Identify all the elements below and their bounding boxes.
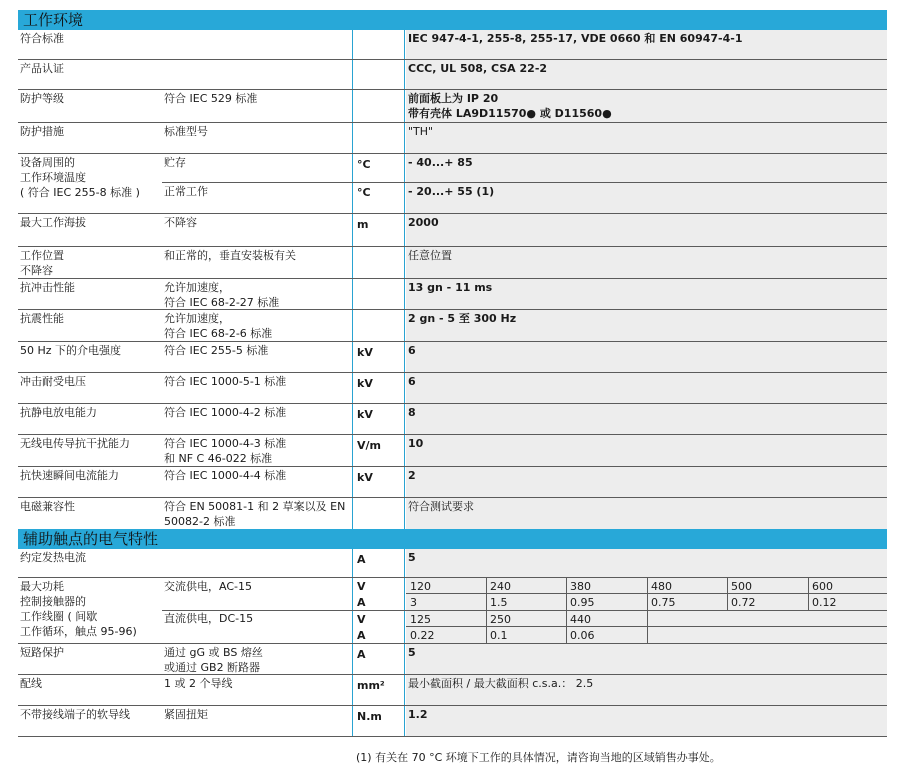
row-unit: °C bbox=[357, 158, 371, 171]
table-row bbox=[18, 549, 887, 578]
dc-current-row bbox=[406, 627, 887, 643]
row-label: 防护措施 bbox=[20, 125, 64, 138]
row-unit: m bbox=[357, 218, 369, 231]
table-cell: 240 bbox=[490, 580, 511, 593]
table-cell: 500 bbox=[731, 580, 752, 593]
table-row bbox=[18, 30, 887, 60]
table-cell: 0.72 bbox=[731, 596, 756, 609]
row-condition: 1 或 2 个导线 bbox=[164, 677, 233, 690]
table-cell: 0.95 bbox=[570, 596, 595, 609]
row-condition: 符合 IEC 1000-5-1 标准 bbox=[164, 375, 287, 388]
row-condition: 符合 IEC 255-5 标准 bbox=[164, 344, 269, 357]
power-table bbox=[18, 578, 887, 644]
table-cell: 480 bbox=[651, 580, 672, 593]
row-label: 产品认证 bbox=[20, 62, 64, 75]
ac-current-row bbox=[406, 594, 887, 610]
table-cell: 380 bbox=[570, 580, 591, 593]
row-unit: A bbox=[357, 553, 366, 566]
table-row bbox=[18, 404, 887, 435]
row-label: 最大工作海拔 bbox=[20, 216, 86, 229]
dc-voltage-row bbox=[406, 611, 887, 627]
table-row bbox=[18, 90, 887, 123]
table-row bbox=[18, 123, 887, 154]
table-row bbox=[18, 310, 887, 342]
row-label: 抗震性能 bbox=[20, 312, 64, 325]
table-cell: 600 bbox=[812, 580, 833, 593]
row-unit: mm² bbox=[357, 679, 385, 692]
table-cell: 0.75 bbox=[651, 596, 676, 609]
row-value: 2000 bbox=[408, 216, 439, 229]
row-value: 最小截面积 / 最大截面积 c.s.a.： 2.5 bbox=[408, 677, 594, 690]
row-value: 2 bbox=[408, 469, 416, 482]
row-condition: 不降容 bbox=[164, 216, 197, 229]
row-unit: °C bbox=[357, 186, 371, 199]
row-unit: A bbox=[357, 648, 366, 661]
ac-voltage-row bbox=[406, 578, 887, 594]
table-cell: 0.22 bbox=[410, 629, 435, 642]
table-row bbox=[18, 247, 887, 279]
row-value: CCC, UL 508, CSA 22-2 bbox=[408, 62, 548, 75]
row-label: 设备周围的 工作环境温度 ( 符合 IEC 255-8 标准 ) bbox=[20, 156, 140, 199]
row-condition: 正常工作 bbox=[164, 185, 208, 198]
table-cell: 0.1 bbox=[490, 629, 508, 642]
section-header-auxiliary-contacts: 辅助触点的电气特性 bbox=[18, 529, 887, 549]
row-unit: V/m bbox=[357, 439, 381, 452]
spec-sheet bbox=[18, 10, 887, 737]
row-value: 10 bbox=[408, 437, 424, 450]
dc-voltage-unit: V bbox=[357, 613, 366, 626]
row-value: 5 bbox=[408, 551, 416, 564]
row-value: IEC 947-4-1, 255-8, 255-17, VDE 0660 和 EN 60947-4-1 bbox=[408, 32, 743, 45]
table-cell: 120 bbox=[410, 580, 431, 593]
row-value: "TH" bbox=[408, 125, 434, 138]
ac-voltage-unit: V bbox=[357, 580, 366, 593]
row-label: 不带接线端子的软导线 bbox=[20, 708, 130, 721]
row-label: 约定发热电流 bbox=[20, 551, 86, 564]
row-value: 前面板上为 IP 20 带有壳体 LA9D11570● 或 D11560● bbox=[408, 92, 612, 120]
row-unit: kV bbox=[357, 377, 373, 390]
row-condition: 符合 IEC 1000-4-3 标准 和 NF C 46-022 标准 bbox=[164, 437, 287, 465]
ac-current-unit: A bbox=[357, 596, 366, 609]
footnote: (1) 有关在 70 °C 环境下工作的具体情况，请咨询当地的区域销售办事处。 bbox=[356, 751, 721, 764]
section-header-environment: 工作环境 bbox=[18, 10, 887, 30]
table-cell: 125 bbox=[410, 613, 431, 626]
table-row bbox=[18, 498, 887, 529]
row-value: 任意位置 bbox=[408, 249, 452, 262]
dc-label: 直流供电，DC-15 bbox=[164, 612, 254, 625]
row-unit: N.m bbox=[357, 710, 382, 723]
row-value: - 20...+ 55 (1) bbox=[408, 185, 495, 198]
ac-label: 交流供电，AC-15 bbox=[164, 580, 252, 593]
row-label: 符合标准 bbox=[20, 32, 64, 45]
row-condition: 符合 EN 50081-1 和 2 草案以及 EN 50082-2 标准 bbox=[164, 500, 346, 528]
row-unit: kV bbox=[357, 471, 373, 484]
table-cell: 3 bbox=[410, 596, 417, 609]
row-label: 冲击耐受电压 bbox=[20, 375, 86, 388]
row-condition: 标准型号 bbox=[164, 125, 208, 138]
row-label: 短路保护 bbox=[20, 646, 64, 659]
table-row bbox=[18, 214, 887, 247]
table-cell: 0.06 bbox=[570, 629, 595, 642]
row-label: 工作位置 不降容 bbox=[20, 249, 64, 277]
row-label: 抗冲击性能 bbox=[20, 281, 75, 294]
table-row bbox=[18, 435, 887, 467]
row-condition: 符合 IEC 1000-4-4 标准 bbox=[164, 469, 287, 482]
row-value: 6 bbox=[408, 344, 416, 357]
row-label: 50 Hz 下的介电强度 bbox=[20, 344, 122, 357]
table-cell: 440 bbox=[570, 613, 591, 626]
row-condition: 紧固扭矩 bbox=[164, 708, 208, 721]
row-condition: 和正常的，垂直安装板有关 bbox=[164, 249, 296, 262]
row-condition: 符合 IEC 1000-4-2 标准 bbox=[164, 406, 287, 419]
row-label: 配线 bbox=[20, 677, 42, 690]
row-condition: 允许加速度， 符合 IEC 68-2-6 标准 bbox=[164, 312, 273, 340]
row-value: 5 bbox=[408, 646, 416, 659]
table-row bbox=[18, 467, 887, 498]
row-value: 2 gn - 5 至 300 Hz bbox=[408, 312, 517, 325]
table-cell: 250 bbox=[490, 613, 511, 626]
table-row bbox=[18, 342, 887, 373]
row-label: 最大功耗 控制接触器的 工作线圈 ( 间歇 工作循环，触点 95-96) bbox=[20, 580, 137, 638]
row-label: 电磁兼容性 bbox=[20, 500, 75, 513]
table-row bbox=[18, 675, 887, 706]
table-cell: 0.12 bbox=[812, 596, 837, 609]
table-cell: 1.5 bbox=[490, 596, 508, 609]
row-label: 防护等级 bbox=[20, 92, 64, 105]
table-row bbox=[18, 60, 887, 90]
row-condition: 符合 IEC 529 标准 bbox=[164, 92, 258, 105]
row-condition: 贮存 bbox=[164, 156, 186, 169]
table-row bbox=[18, 279, 887, 310]
table-row bbox=[18, 373, 887, 404]
row-unit: kV bbox=[357, 346, 373, 359]
table-row bbox=[18, 706, 887, 737]
row-unit: kV bbox=[357, 408, 373, 421]
row-value: 1.2 bbox=[408, 708, 428, 721]
dc-current-unit: A bbox=[357, 629, 366, 642]
table-row bbox=[18, 154, 887, 214]
row-label: 无线电传导抗干扰能力 bbox=[20, 437, 130, 450]
row-label: 抗快速瞬间电流能力 bbox=[20, 469, 119, 482]
row-value: 8 bbox=[408, 406, 416, 419]
row-value: 6 bbox=[408, 375, 416, 388]
row-condition: 通过 gG 或 BS 熔丝 或通过 GB2 断路器 bbox=[164, 646, 263, 674]
row-condition: 允许加速度， 符合 IEC 68-2-27 标准 bbox=[164, 281, 280, 309]
row-label: 抗静电放电能力 bbox=[20, 406, 97, 419]
row-value: 13 gn - 11 ms bbox=[408, 281, 493, 294]
row-value: 符合测试要求 bbox=[408, 500, 474, 513]
table-row bbox=[18, 644, 887, 675]
row-value: - 40...+ 85 bbox=[408, 156, 473, 169]
